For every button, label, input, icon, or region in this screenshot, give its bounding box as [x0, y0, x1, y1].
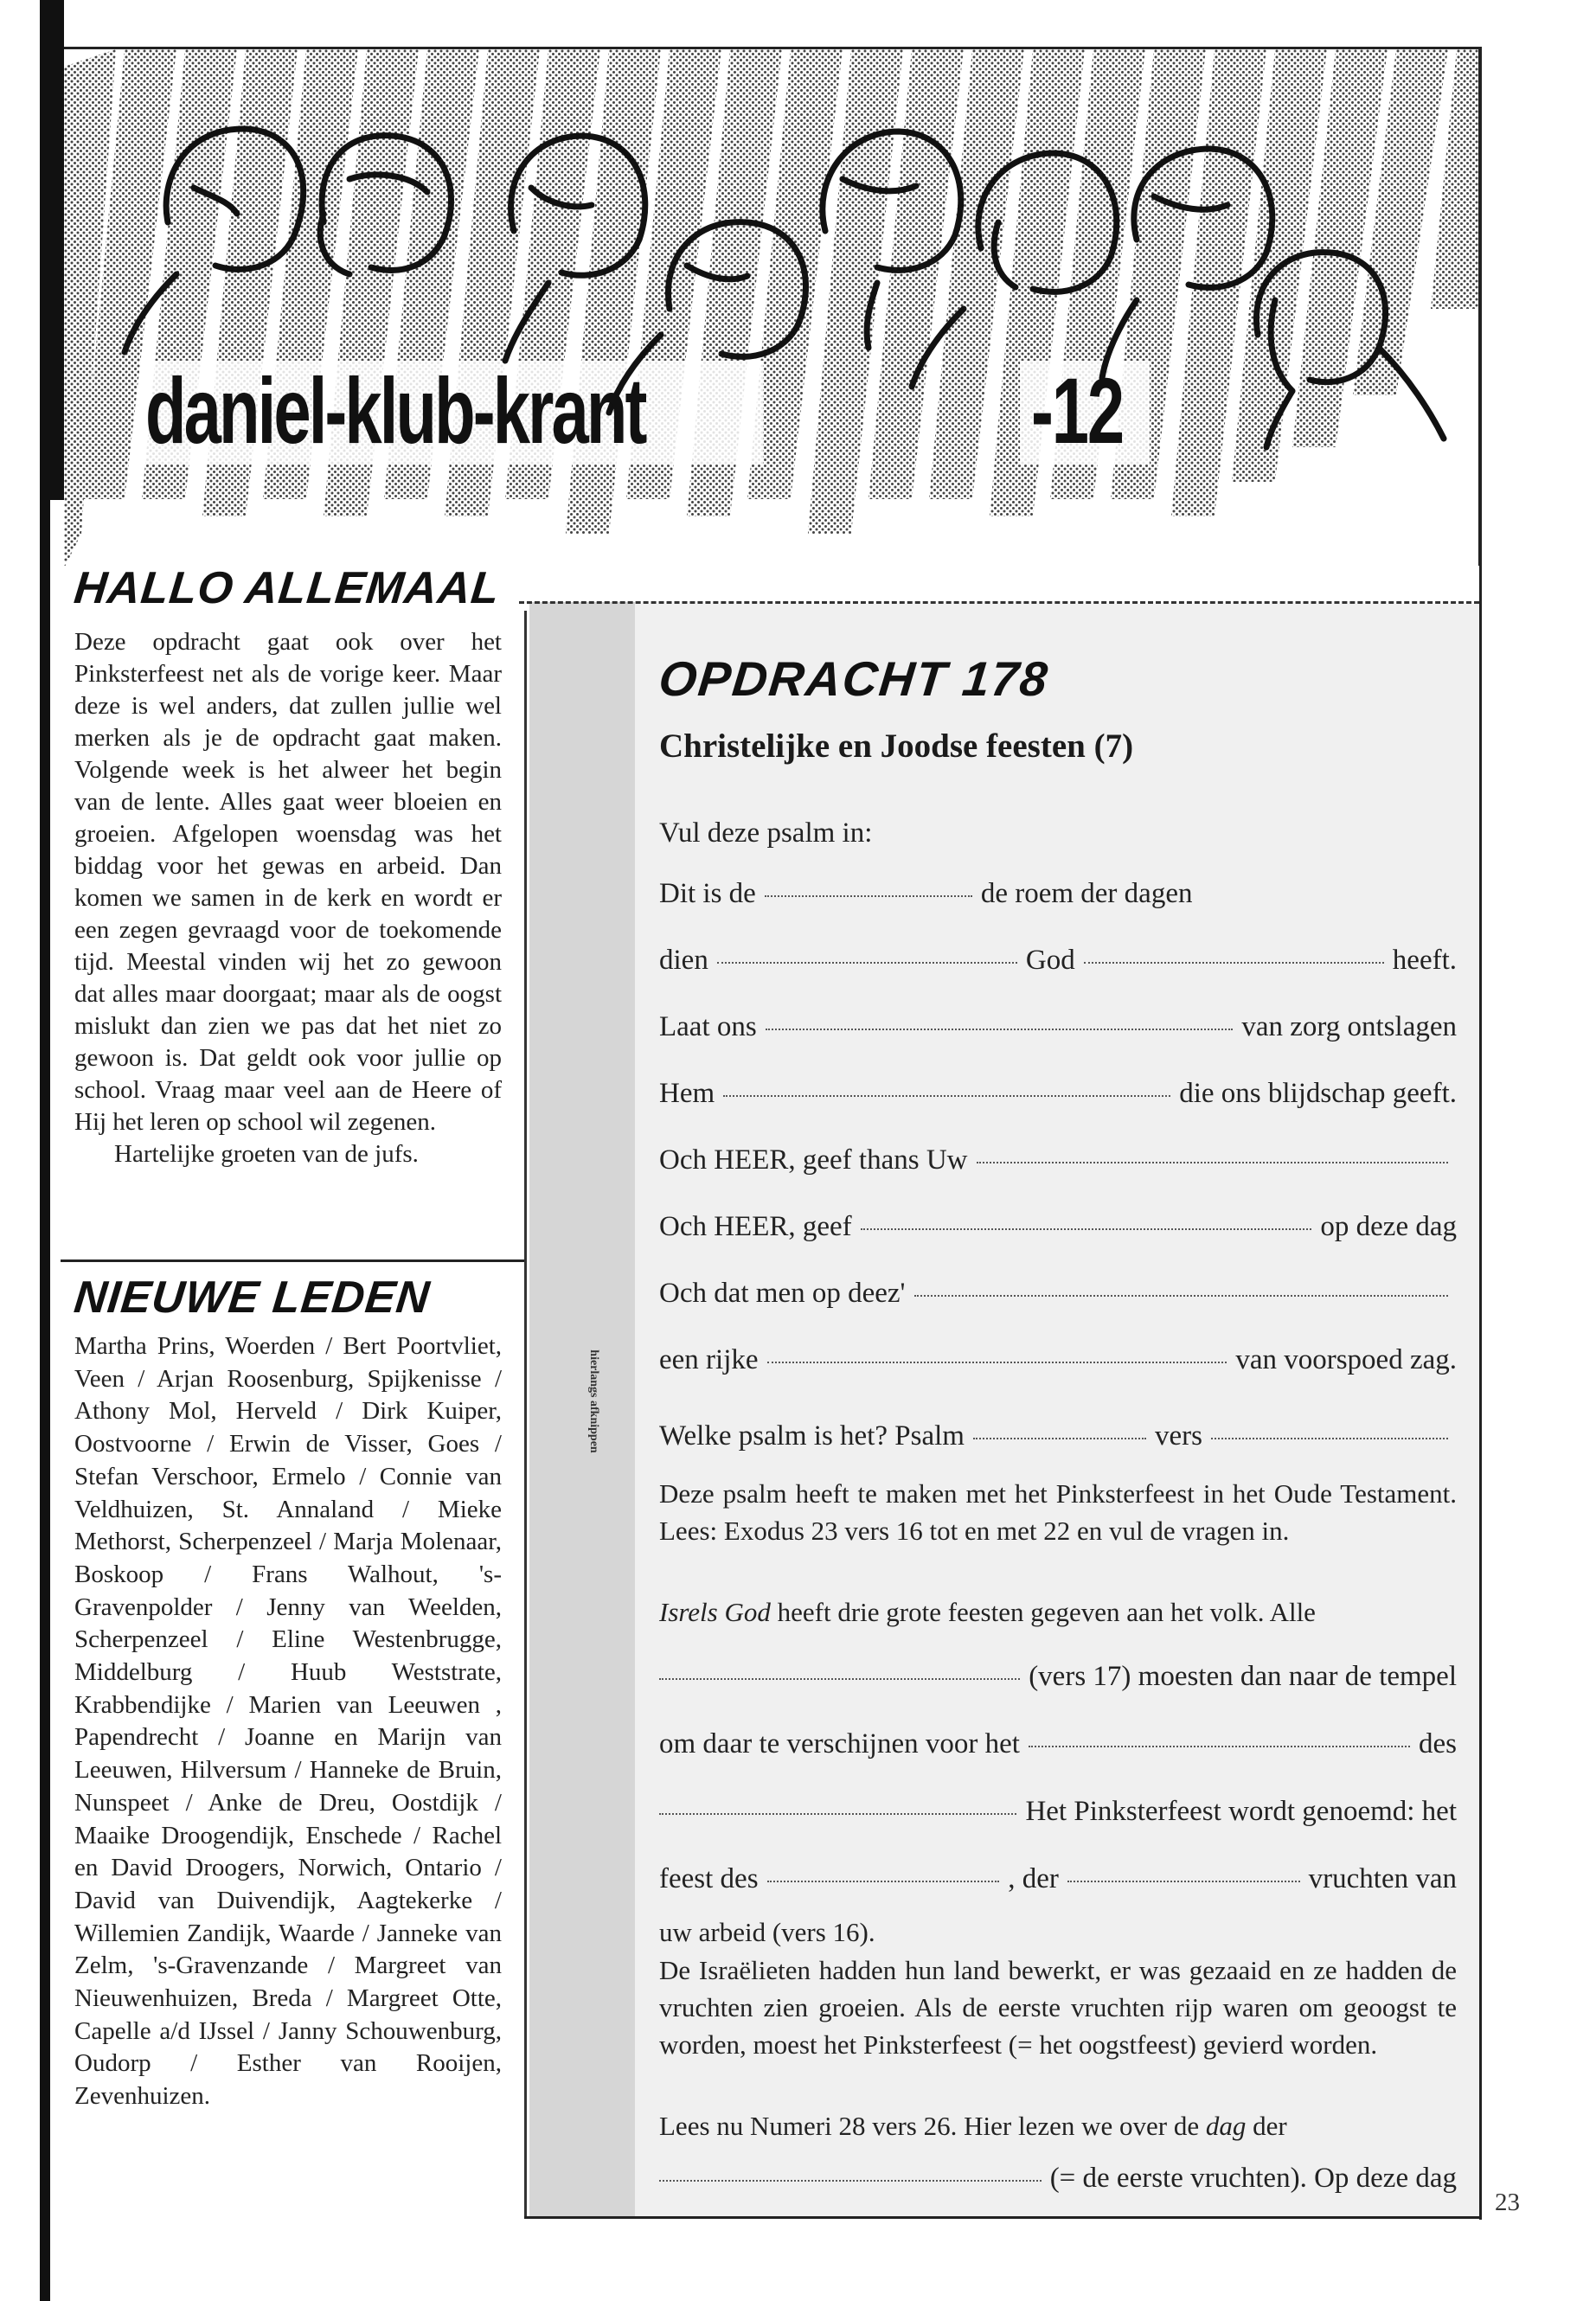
- assignment-subtitle: Christelijke en Joodse feesten (7): [659, 727, 1134, 765]
- members-list: Martha Prins, Woerden / Bert Poortvliet, Veen / Arjan Roosenburg, Spijkenisse / Athony Mol, Herveld / Dirk Kuiper, Oostvoorne / Erwin de Visser, Goes / Stefan Verschoor, Ermelo / Connie van Veldhuizen, St. Annaland / Mieke Methorst, Scherpenzeel / Marja Molenaar, Boskoop / Frans Walhout, 's-Gravenpolder / Jenny van Weelden, Scherpenzeel / Eline Westenbrugge, Middelburg / Huub Weststrate, Krabbendijke / Marien van Leeuwen , Papendrecht / Joanne en Marijn van Leeuwen, Hilversum / Hanneke de Bruin, Nunspeet / Anke de Dreu, Oostdijk / Maaike Droogendijk, Enschede / Rachel en David Droogers, Norwich, Ontario / David van Duivendijk, Aagtekerke / Willemien Zandijk, Waarde / Janneke van Zelm, 's-Gravenzande / Margreet van Nieuwenhuizen, Breda / Margreet Otte, Capelle a/d IJssel / Janny Schouwenburg, Oudorp / Esther van Rooijen, Zevenhuizen.: [74, 1332, 502, 2111]
- psalm-text: een rijke: [659, 1344, 759, 1375]
- cut-here-side-label: hierlangs afknippen: [587, 1349, 600, 1453]
- bottom-frame-rule: [524, 2216, 1482, 2219]
- psalm-intro: Vul deze psalm in:: [659, 817, 873, 849]
- answer-blank[interactable]: [1084, 962, 1384, 964]
- masthead-header: [64, 47, 1481, 566]
- psalm-line-8: [659, 1344, 1457, 1384]
- answer-blank[interactable]: [861, 1228, 1312, 1230]
- psalm-line-2: [659, 945, 1457, 984]
- exodus-instruction: Deze psalm heeft te maken met het Pinksterfeest in het Oude Testament. Lees: Exodus 23 vers 16 tot en met 22 en vul de vragen in.: [659, 1478, 1457, 1546]
- answer-blank[interactable]: [973, 1438, 1146, 1439]
- answer-blank[interactable]: [767, 1881, 1000, 1882]
- psalm-line-1: [659, 878, 1457, 918]
- answer-blank[interactable]: [767, 1362, 1227, 1363]
- question-text: Het Pinksterfeest wordt genoemd: het: [1025, 1796, 1457, 1827]
- answer-blank[interactable]: [1067, 1881, 1300, 1882]
- plain-text: Lees nu Numeri 28 vers 26. Hier lezen we over de: [659, 2111, 1206, 2141]
- plain-text: der: [1246, 2111, 1287, 2141]
- left-column: [71, 562, 503, 1170]
- question-1-line: [659, 1661, 1457, 1701]
- psalm-text: Laat ons: [659, 1011, 757, 1042]
- question-text: feest des: [659, 1863, 759, 1894]
- question-text: om daar te verschijnen voor het: [659, 1728, 1020, 1759]
- question-text: des: [1419, 1728, 1457, 1759]
- hallo-text: Deze opdracht gaat ook over het Pinksterfeest net als de vorige keer. Maar deze is wel anders, dat zullen jullie wel merken als je de opdracht gaat maken. Volgende week is het alweer het begin van de lente. Alles gaat weer bloeien en groeien. Afgelopen woensdag was het biddag voor het gewas en arbeid. Dan komen we samen in de kerk en wordt er een zegen gevraagd voor de toekomende tijd. Meestal vinden wij het zo gewoon dat alles maar doorgaat; maar als de oogst mislukt dan zien we pas dat het niet zo gewoon is. Dat geldt ook voor jullie op school. Vraag maar veel aan de Heere of Hij het leren op school wil zegenen.: [74, 628, 502, 1136]
- question-text: , der: [1008, 1863, 1059, 1894]
- psalm-text: op deze dag: [1320, 1211, 1457, 1242]
- hallo-heading: HALLO ALLEMAAL: [71, 563, 503, 613]
- psalm-line-5: [659, 1144, 1457, 1184]
- question-2-line: [659, 1728, 1457, 1768]
- answer-blank[interactable]: [717, 962, 1017, 964]
- answer-blank[interactable]: [659, 2180, 1042, 2182]
- psalm-text: Och HEER, geef: [659, 1211, 852, 1242]
- question-3-line: [659, 1796, 1457, 1836]
- psalm-text: van voorspoed zag.: [1235, 1344, 1457, 1375]
- psalm-text: dien: [659, 945, 708, 976]
- children-illustration: [64, 49, 1481, 566]
- assignment-title: OPDRACHT 178: [656, 651, 1052, 706]
- italic-text: dag: [1205, 2111, 1247, 2141]
- psalm-text: Welke psalm is het? Psalm: [659, 1420, 965, 1452]
- hallo-signoff: Hartelijke groeten van de jufs.: [114, 1140, 419, 1168]
- answer-blank[interactable]: [914, 1295, 1449, 1297]
- answer-blank[interactable]: [765, 895, 972, 897]
- question-text: (= de eerste vruchten). Op deze dag: [1049, 2163, 1457, 2194]
- psalm-text: vers: [1154, 1420, 1202, 1452]
- question-5-line: [659, 2163, 1457, 2202]
- psalm-text: heeft.: [1392, 945, 1457, 976]
- psalm-line-6: [659, 1211, 1457, 1251]
- feasts-sentence: [659, 1593, 1457, 1631]
- psalm-text: de roem der dagen: [980, 878, 1193, 909]
- issue-number: -12: [1031, 358, 1123, 463]
- members-heading: NIEUWE LEDEN: [71, 1272, 433, 1323]
- answer-blank[interactable]: [1211, 1438, 1448, 1439]
- answer-blank[interactable]: [977, 1162, 1449, 1163]
- israelites-paragraph: De Israëlieten hadden hun land bewerkt, er was gezaaid en ze hadden de vruchten zien groeien. Als de eerste vruchten rijp waren om geoogst te worden, moest het Pinksterfeest (= het oogstfeest) gevierd worden.: [659, 1955, 1457, 2060]
- psalm-text: Dit is de: [659, 878, 756, 909]
- numeri-instruction: [659, 2107, 1457, 2144]
- cut-strip: [529, 602, 635, 2218]
- psalm-line-4: [659, 1078, 1457, 1118]
- psalm-text: Hem: [659, 1078, 715, 1109]
- answer-blank[interactable]: [723, 1095, 1170, 1097]
- left-column-rule: [524, 611, 527, 2218]
- answer-blank[interactable]: [766, 1029, 1234, 1030]
- psalm-text: die ons blijdschap geeft.: [1179, 1078, 1457, 1109]
- psalm-line-7: [659, 1278, 1457, 1317]
- question-text: (vers 17) moesten dan naar de tempel: [1029, 1661, 1457, 1692]
- psalm-text: van zorg ontslagen: [1241, 1011, 1457, 1042]
- psalm-line-3: [659, 1011, 1457, 1051]
- page-number: 23: [1495, 2189, 1520, 2216]
- answer-blank[interactable]: [659, 1813, 1016, 1815]
- masthead-title: daniel-klub-krant: [145, 358, 645, 463]
- which-psalm-line: [659, 1420, 1457, 1460]
- left-divider: [61, 1259, 526, 1262]
- psalm-text: Och dat men op deez': [659, 1278, 906, 1309]
- members-column: [71, 1272, 502, 2113]
- plain-text: heeft drie grote feesten gegeven aan het volk. Alle: [770, 1597, 1316, 1627]
- answer-blank[interactable]: [1029, 1746, 1410, 1747]
- answer-blank[interactable]: [659, 1678, 1020, 1680]
- right-frame-rule: [1479, 47, 1482, 2220]
- verse-reference: uw arbeid (vers 16).: [659, 1917, 875, 1947]
- question-4-line: [659, 1863, 1457, 1903]
- italic-text: Isrels God: [659, 1597, 771, 1627]
- psalm-text: God: [1025, 945, 1075, 976]
- psalm-text: Och HEER, geef thans Uw: [659, 1144, 968, 1176]
- black-spine-bar-lower: [40, 500, 50, 2301]
- question-text: vruchten van: [1308, 1863, 1458, 1894]
